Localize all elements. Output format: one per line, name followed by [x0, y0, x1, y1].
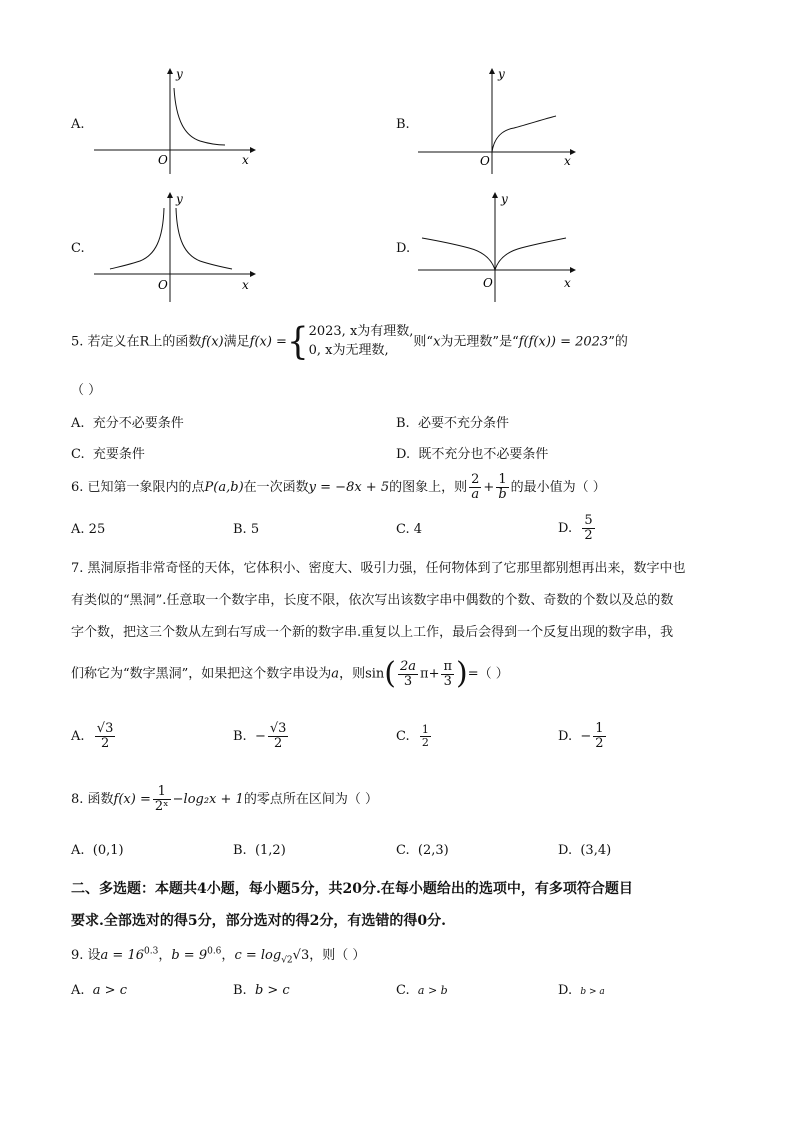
q9-stem: 9. 设$a = 16^{0.3}$，$b = 9^{0.6}$，$c = \log_{√2}√3$，则（ ） — [71, 946, 366, 966]
q9-option-b[interactable]: B. b > c — [233, 983, 290, 998]
q8-fx: f(x) = — [113, 792, 151, 807]
graph-d-o: O — [483, 276, 493, 290]
q9-option-c[interactable]: C. a > b — [396, 983, 448, 998]
q7-option-d[interactable]: D. − $\frac{1}{2}$ — [558, 721, 604, 751]
q6-option-c[interactable]: C. 4 — [396, 522, 423, 537]
q6-point: P(a,b) — [204, 480, 244, 495]
graph-d-x: x — [564, 276, 571, 290]
q8-option-d[interactable]: D. (3,4) — [558, 843, 612, 858]
q8-option-a[interactable]: A. (0,1) — [71, 843, 124, 858]
graph-b-x: x — [564, 154, 571, 168]
q9-option-a[interactable]: A. a > c — [71, 983, 127, 998]
graph-a-label: A. — [71, 117, 85, 132]
graph-c-o: O — [158, 278, 168, 292]
q5-fx: f(x) — [201, 334, 224, 350]
q6-fn: y = −8x + 5 — [308, 480, 390, 495]
graph-c-label: C. — [71, 241, 85, 256]
q6-option-b[interactable]: B. 5 — [233, 522, 260, 537]
q8-option-b[interactable]: B. (1,2) — [233, 843, 286, 858]
q7-option-c[interactable]: C. $\frac{1}{2}$ — [396, 723, 429, 749]
q7-line1: 7. 黑洞原指非常奇怪的天体，它体积小、密度大、吸引力强，任何物体到了它那里都别想再出来，数字中也 — [71, 561, 686, 576]
q6-stem: 6. 已知第一象限内的点P(a,b)在一次函数y = −8x + 5的图象上，则 $\frac{2}{a}$ + $\frac{1}{b}$ 的最小值为（ ） — [71, 472, 606, 502]
q5-case2: 0, x为无理数, — [308, 343, 389, 358]
graph-a — [90, 66, 260, 176]
q7-option-b[interactable]: B. − $\frac{√3}{2}$ — [233, 721, 287, 751]
q5-ffx: f(f(x)) = 2023 — [518, 334, 609, 350]
graph-d-label: D. — [396, 241, 411, 256]
graph-b-y: y — [498, 67, 505, 81]
q5-case1: 2023, x为有理数, — [308, 324, 414, 340]
q8-option-c[interactable]: C. (2,3) — [396, 843, 449, 858]
graph-b-label: B. — [396, 117, 410, 132]
graph-c — [90, 190, 260, 305]
graph-a-o: O — [158, 153, 168, 167]
q8-stem: 8. 函数f(x) = $\frac{1}{\text{2ˣ}}$ −log₂x + 1的零点所在区间为（ ） — [71, 784, 378, 814]
q8-rest: −log₂x + 1 — [172, 792, 244, 807]
graph-c-x: x — [242, 278, 249, 292]
q5-stem: 5. 若定义在R上的函数f(x)满足f(x) ={ 2023, x为有理数, 0, x为无理数, 则“x为无理数”是“f(f(x)) = 2023”的 — [71, 320, 628, 364]
q5-prefix: 5. 若定义在R上的函数 — [71, 334, 202, 350]
q7-line3: 字个数，把这三个数从左到右写成一个新的数字串.重复以上工作，最后会得到一个反复出现的数字串，我 — [71, 625, 674, 640]
q5-paren: （ ） — [71, 383, 102, 398]
q5-fx2: f(x) = — [249, 334, 287, 350]
graph-a-y: y — [176, 67, 183, 81]
q9-option-d[interactable]: D. b > a — [558, 983, 605, 998]
q7-line4: 们称它为“数字黑洞”，如果把这个数字串设为a，则sin( $\frac{2a}{3}$ π+ $\frac{\pi}{3}$ )=（ ） — [71, 656, 509, 691]
graph-d — [414, 190, 584, 305]
q5-option-c[interactable]: C. 充要条件 — [71, 447, 145, 462]
q5-option-d[interactable]: D. 既不充分也不必要条件 — [396, 447, 549, 462]
graph-b-o: O — [480, 154, 490, 168]
section2-line2: 要求.全部选对的得5分，部分选对的得2分，有选错的得0分. — [71, 913, 446, 929]
graph-a-x: x — [242, 153, 249, 167]
q5-option-b[interactable]: B. 必要不充分条件 — [396, 416, 509, 431]
q6-option-d[interactable]: D. $\frac{5}{2}$ — [558, 513, 593, 543]
graph-d-y: y — [501, 192, 508, 206]
graph-c-y: y — [176, 192, 183, 206]
q5-option-a[interactable]: A. 充分不必要条件 — [71, 416, 184, 431]
q7-line2: 有类似的“黑洞”.任意取一个数字串，长度不限，依次写出该数字串中偶数的个数、奇数的个数以及总的数 — [71, 593, 674, 608]
section2-line1: 二、多选题：本题共4小题，每小题5分，共20分.在每小题给出的选项中，有多项符合题目 — [71, 881, 633, 897]
q6-option-a[interactable]: A. 25 — [71, 522, 106, 537]
q7-option-a[interactable]: A. $\frac{√3}{2}$ — [71, 721, 114, 751]
graph-b — [414, 66, 584, 176]
